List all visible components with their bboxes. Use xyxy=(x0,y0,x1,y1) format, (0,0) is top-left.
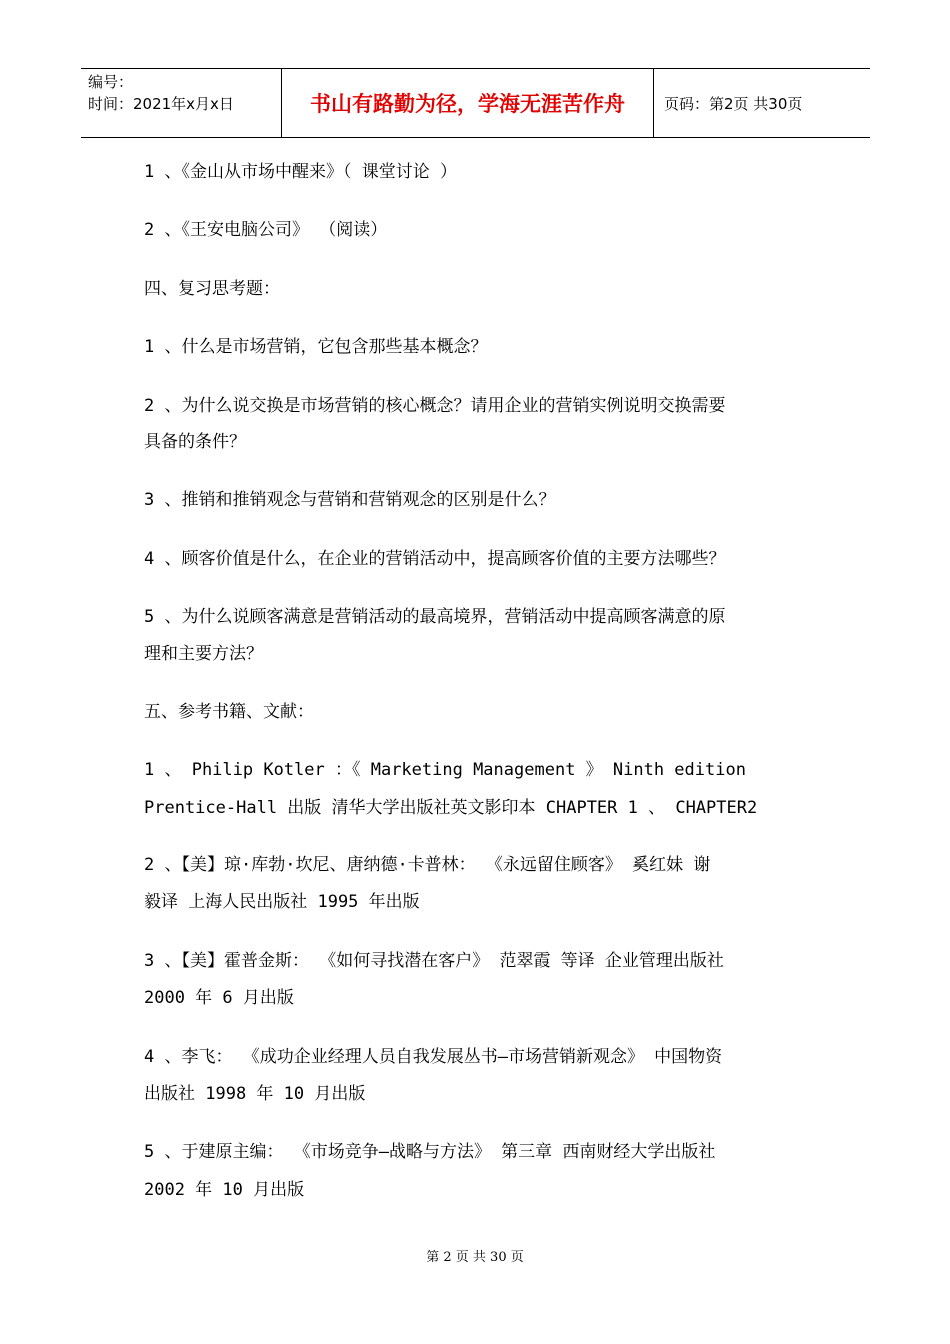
header-motto-cell xyxy=(282,69,654,137)
case-item-1: 1 、《金山从市场中醒来》（ 课堂讨论 ） xyxy=(144,162,457,182)
reference-5-line-2: 2002 年 10 月出版 xyxy=(144,1180,305,1200)
document-number-label: 编号： xyxy=(88,73,134,91)
reference-4-line-2: 出版社 1998 年 10 月出版 xyxy=(144,1084,366,1104)
reference-1-line-1: 1 、 Philip Kotler ：《 Marketing Management 》 Ninth edition xyxy=(144,760,746,780)
reference-4-line-1: 4 、李飞： 《成功企业经理人员自我发展丛书—市场营销新观念》 中国物资 xyxy=(144,1047,723,1067)
header-meta-cell xyxy=(81,69,282,137)
reference-1-line-2: Prentice-Hall 出版 清华大学出版社英文影印本 CHAPTER 1 、 CHAPTER2 xyxy=(144,798,758,818)
question-5-line-1: 5 、为什么说顾客满意是营销活动的最高境界，营销活动中提高顾客满意的原 xyxy=(144,607,726,627)
section-heading-review: 四、复习思考题： xyxy=(144,279,280,299)
case-item-2: 2 、《王安电脑公司》 （阅读） xyxy=(144,220,388,240)
question-2-line-1: 2 、为什么说交换是市场营销的核心概念？请用企业的营销实例说明交换需要 xyxy=(144,396,726,416)
question-2-line-2: 具备的条件？ xyxy=(144,432,246,452)
reference-2-line-2: 毅译 上海人民出版社 1995 年出版 xyxy=(144,892,420,912)
reference-2-line-1: 2 、【美】琼·库勃·坎尼、唐纳德·卡普林： 《永远留住顾客》 奚红妹 谢 xyxy=(144,855,711,875)
page-footer: 第 2 页 共 30 页 xyxy=(426,1250,524,1265)
document-date: 时间：2021年x月x日 xyxy=(88,95,234,113)
question-1: 1 、什么是市场营销，它包含那些基本概念？ xyxy=(144,337,488,357)
section-heading-references: 五、参考书籍、文献： xyxy=(144,702,314,722)
reference-3-line-2: 2000 年 6 月出版 xyxy=(144,988,294,1008)
question-5-line-2: 理和主要方法？ xyxy=(144,644,263,664)
header-table xyxy=(81,68,870,138)
reference-5-line-1: 5 、于建原主编： 《市场竞争—战略与方法》 第三章 西南财经大学出版社 xyxy=(144,1142,716,1162)
question-4: 4 、顾客价值是什么，在企业的营销活动中，提高顾客价值的主要方法哪些？ xyxy=(144,549,726,569)
header-page-info: 页码：第2页 共30页 xyxy=(664,94,803,113)
question-3: 3 、推销和推销观念与营销和营销观念的区别是什么？ xyxy=(144,490,556,510)
reference-3-line-1: 3 、【美】霍普金斯： 《如何寻找潜在客户》 范翠霞 等译 企业管理出版社 xyxy=(144,951,724,971)
header-motto: 书山有路勤为径，学海无涯苦作舟 xyxy=(310,92,625,116)
header-page-cell xyxy=(654,69,870,137)
